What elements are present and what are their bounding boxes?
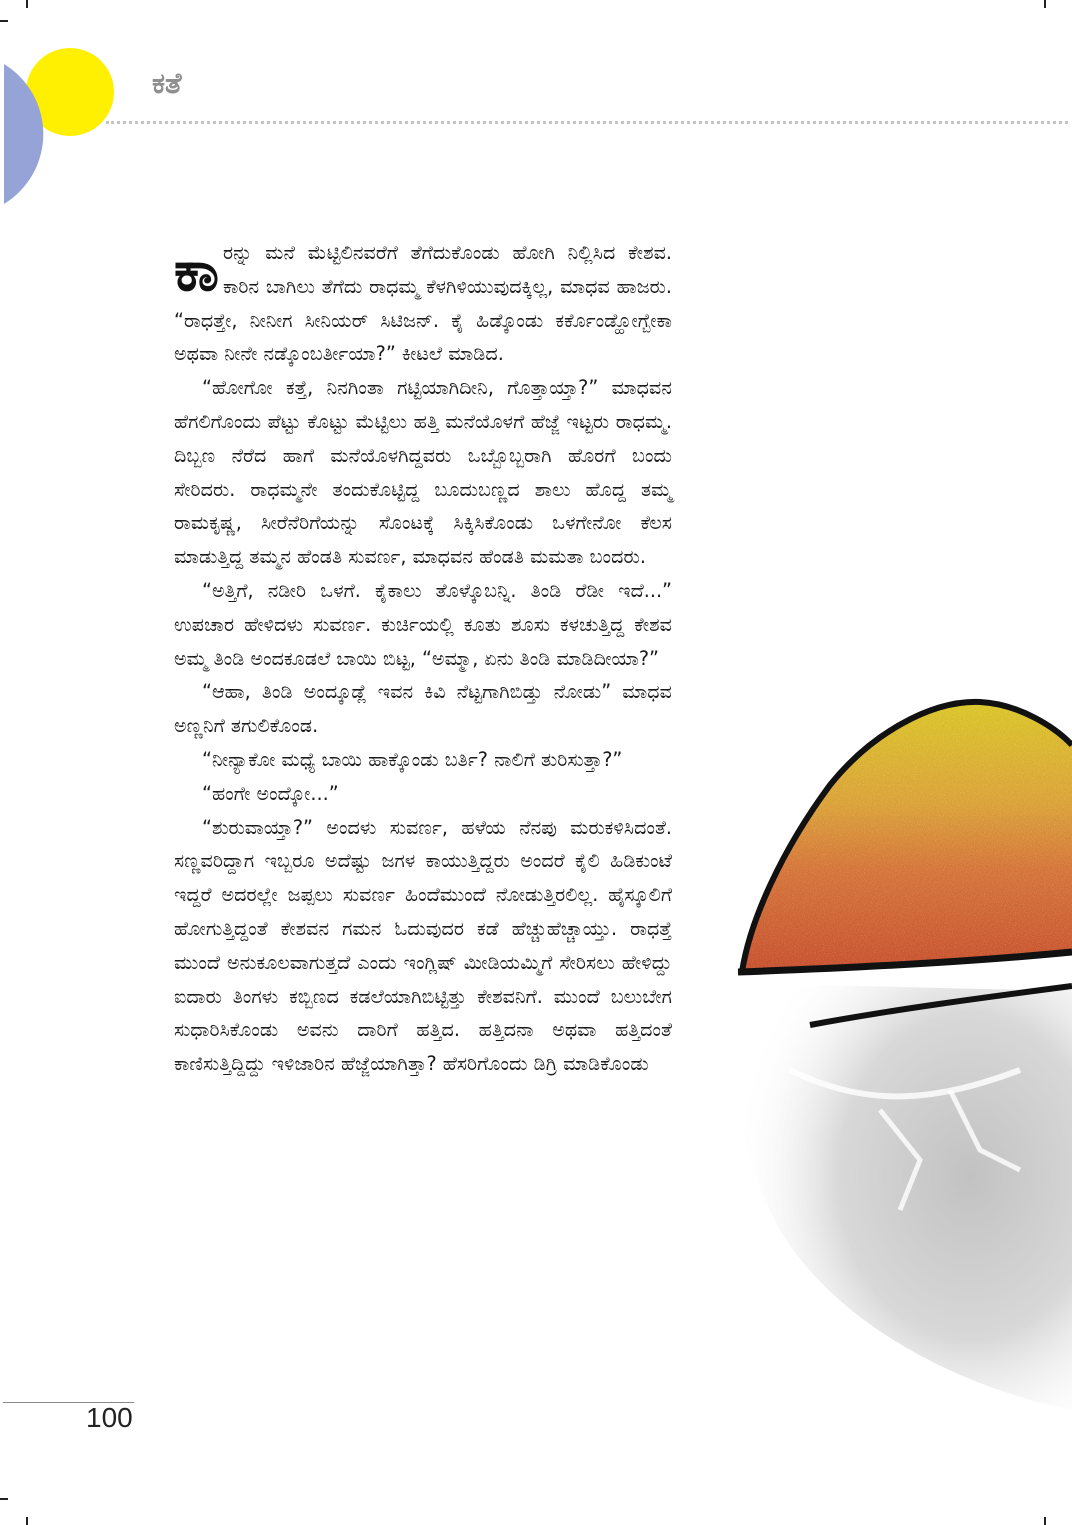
crop-mark <box>1044 0 1046 8</box>
story-paragraph: “ಹಂಗೇ ಅಂದ್ಕೋ...” <box>202 781 339 805</box>
rock-reflection <box>731 986 1072 1410</box>
section-title: ಕತೆ <box>152 66 182 100</box>
overlapping-circles-icon <box>0 40 130 220</box>
paragraph-text: ರನ್ನು ಮನೆ ಮೆಟ್ಟಿಲಿನವರೆಗೆ ತೆಗೆದುಕೊಂಡು ಹೋಗಿ ನಿಲ್ಲಿಸಿದ ಕೇಶವ. ಕಾರಿನ ಬಾಗಿಲು ತೆಗೆದು ರಾಧಮ್ಮ ಕೆಳಗಿಳಿಯುವುದಕ್ಕಿಲ್ಲ, ಮಾಧವ ಹಾಜರು. “ರಾಧತ್ತೇ, ನೀನೀಗ ಸೀನಿಯರ್ ಸಿಟಿಜನ್. ಕೈ ಹಿಡ್ಕೊಂಡು ಕರ್ಕೊಂಡ್ಹೋಗ್ಬೇಕಾ ಅಥವಾ ನೀನೇ ನಡ್ಕೊಂಬರ್ತೀಯಾ?” ಕೀಟಲೆ ಮಾಡಿದ. <box>174 241 672 366</box>
rock-body <box>742 702 1072 970</box>
story-paragraph: “ಆಹಾ, ತಿಂಡಿ ಅಂದ್ಕೂಡ್ಲೆ ಇವನ ಕಿವಿ ನೆಟ್ಟಗಾಗಿಬಿಡ್ತು ನೋಡು” ಮಾಧವ ಅಣ್ಣನಿಗೆ ತಗುಲಿಕೊಂಡ. <box>174 680 672 738</box>
crop-mark <box>0 20 8 22</box>
crop-mark <box>26 1517 28 1525</box>
story-paragraph <box>174 236 672 371</box>
story-paragraph: “ನೀನ್ಯಾಕೋ ಮಧ್ಯೆ ಬಾಯಿ ಹಾಕ್ಕೊಂಡು ಬರ್ತಿ? ನಾಲಿಗೆ ತುರಿಸುತ್ತಾ?” <box>202 747 623 771</box>
story-paragraph: “ಅತ್ತಿಗೆ, ನಡೀರಿ ಒಳಗೆ. ಕೈಕಾಲು ತೊಳ್ಕೊಬನ್ನಿ. ತಿಂಡಿ ರೆಡೀ ಇದೆ...” ಉಪಚಾರ ಹೇಳಿದಳು ಸುವರ್ಣ. ಕುರ್ಚಿಯಲ್ಲಿ ಕೂತು ಶೂಸು ಕಳಚುತ್ತಿದ್ದ ಕೇಶವ ಅಮ್ಮ ತಿಂಡಿ ಅಂದಕೂಡಲೆ ಬಾಯಿ ಬಿಟ್ಟ, “ಅಮ್ಮಾ, ಏನು ತಿಂಡಿ ಮಾಡಿದೀಯಾ?” <box>174 578 672 670</box>
crop-mark <box>0 1498 8 1500</box>
crop-mark <box>26 0 28 8</box>
story-paragraph: “ಹೋಗೋ ಕತ್ತೆ, ನಿನಗಿಂತಾ ಗಟ್ಟಿಯಾಗಿದೀನಿ, ಗೊತ್ತಾಯ್ತಾ?” ಮಾಧವನ ಹೆಗಲಿಗೊಂದು ಪೆಟ್ಟು ಕೊಟ್ಟು ಮೆಟ್ಟಿಲು ಹತ್ತಿ ಮನೆಯೊಳಗೆ ಹೆಜ್ಜೆ ಇಟ್ಟರು ರಾಧಮ್ಮ. ದಿಬ್ಬಣ ನೆರೆದ ಹಾಗೆ ಮನೆಯೊಳಗಿದ್ದವರು ಒಬ್ಬೊಬ್ಬರಾಗಿ ಹೊರಗೆ ಬಂದು ಸೇರಿದರು. ರಾಧಮ್ಮನೇ ತಂದುಕೊಟ್ಟಿದ್ದ ಬೂದುಬಣ್ಣದ ಶಾಲು ಹೊದ್ದ ತಮ್ಮ ರಾಮಕೃಷ್ಣ, ಸೀರೆನೆರಿಗೆಯನ್ನು ಸೊಂಟಕ್ಕೆ ಸಿಕ್ಕಿಸಿಕೊಂಡು ಒಳಗೇನೋ ಕೆಲಸ ಮಾಡುತ್ತಿದ್ದ ತಮ್ಮನ ಹೆಂಡತಿ ಸುವರ್ಣ, ಮಾಧವನ ಹೆಂಡತಿ ಮಮತಾ ಬಂದರು. <box>174 376 672 569</box>
crop-mark <box>1044 1517 1046 1525</box>
story-body <box>174 236 672 1081</box>
page-number: 100 <box>86 1402 133 1433</box>
painted-rock-illustration <box>720 690 1072 1410</box>
story-paragraph: “ಶುರುವಾಯ್ತಾ?” ಅಂದಳು ಸುವರ್ಣ, ಹಳೆಯ ನೆನಪು ಮರುಕಳಿಸಿದಂತೆ. ಸಣ್ಣವರಿದ್ದಾಗ ಇಬ್ಬರೂ ಅದೆಷ್ಟು ಜಗಳ ಕಾಯುತ್ತಿದ್ದರು ಅಂದರೆ ಕೈಲಿ ಹಿಡಿಕುಂಟೆ ಇದ್ದರೆ ಅದರಲ್ಲೇ ಜಪ್ಪಲು ಸುವರ್ಣ ಹಿಂದೆಮುಂದೆ ನೋಡುತ್ತಿರಲಿಲ್ಲ. ಹೈಸ್ಕೂಲಿಗೆ ಹೋಗುತ್ತಿದ್ದಂತೆ ಕೇಶವನ ಗಮನ ಓದುವುದರ ಕಡೆ ಹೆಚ್ಚುಹೆಚ್ಚಾಯ್ತು. ರಾಧತ್ತೆ ಮುಂದೆ ಅನುಕೂಲವಾಗುತ್ತದೆ ಎಂದು ಇಂಗ್ಲಿಷ್ ಮೀಡಿಯಮ್ಮಿಗೆ ಸೇರಿಸಲು ಹೇಳಿದ್ದು ಐದಾರು ತಿಂಗಳು ಕಬ್ಬಿಣದ ಕಡಲೆಯಾಗಿಬಿಟ್ಟಿತ್ತು ಕೇಶವನಿಗೆ. ಮುಂದೆ ಬಲುಬೇಗ ಸುಧಾರಿಸಿಕೊಂಡು ಅವನು ದಾರಿಗೆ ಹತ್ತಿದ. ಹತ್ತಿದನಾ ಅಥವಾ ಹತ್ತಿದಂತೆ ಕಾಣಿಸುತ್ತಿದ್ದಿದ್ದು ಇಳಿಜಾರಿನ ಹೆಜ್ಜೆಯಾಗಿತ್ತಾ? ಹೆಸರಿಗೊಂದು ಡಿಗ್ರಿ ಮಾಡಿಕೊಂಡು <box>174 815 672 1076</box>
drop-cap: ಕಾ <box>174 239 219 304</box>
header-dotted-rule <box>106 121 1068 124</box>
